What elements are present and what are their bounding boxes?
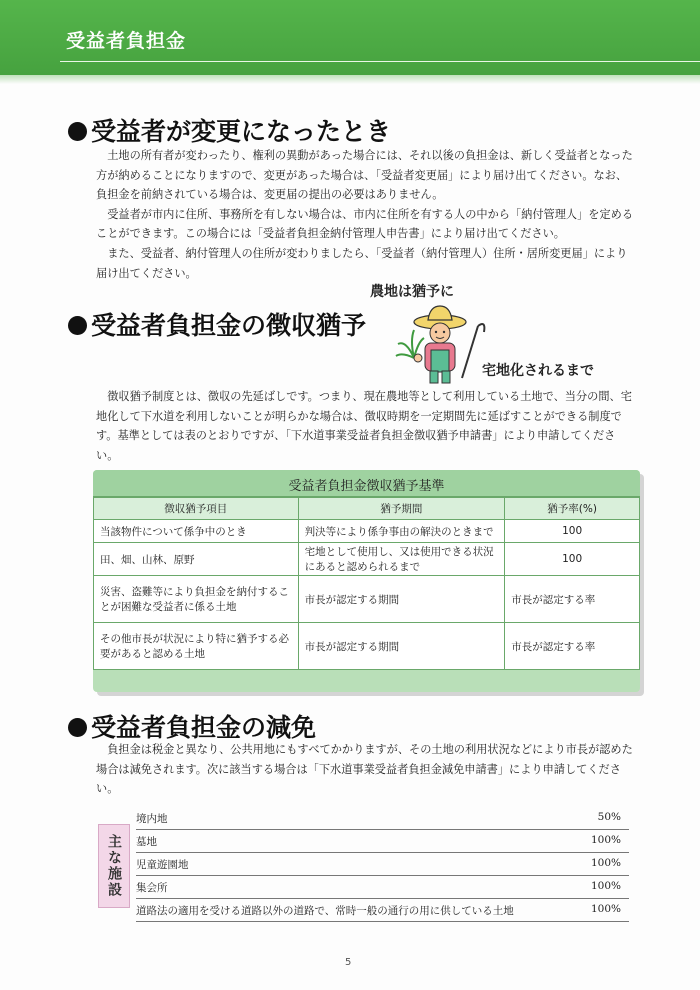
deferral-grid: [93, 497, 640, 670]
page-header: [0, 0, 700, 84]
column-header: 猶予率(%): [505, 498, 640, 520]
table-header-row: [94, 498, 640, 520]
list-item: [136, 875, 629, 899]
bullet-icon: [68, 718, 87, 737]
facility-rate: 100%: [590, 834, 621, 846]
paragraph: 受益者が市内に住所、事務所を有しない場合は、市内に住所を有する人の中から「納付管理人」を定めることができます。この場合には「受益者負担金納付管理人申告書」により届け出てください。: [96, 207, 634, 241]
facility-rate: 50%: [597, 811, 621, 823]
section-title-deferral: 受益者負担金の徴収猶予: [68, 306, 366, 342]
table-cell: 当該物件について係争中のとき: [94, 520, 299, 543]
page-number: 5: [345, 957, 352, 968]
deferral-table: [93, 470, 640, 692]
header-shadow: [0, 75, 700, 84]
paragraph: 負担金は税金と異なり、公共用地にもすべてかかりますが、その土地の利用状況などにより市長が認めた場合は減免されます。次に該当する場合は「下水道事業受益者負担金減免申請書」により申請してください。: [96, 743, 633, 796]
table-row: [94, 623, 640, 670]
list-item: [136, 806, 629, 830]
facility-name: 墓地: [136, 836, 157, 848]
table-row: [94, 543, 640, 576]
section-body-change: [96, 146, 634, 283]
section-body-reduction: [96, 740, 634, 799]
list-item: [136, 898, 629, 922]
section-title-reduction: 受益者負担金の減免: [68, 708, 316, 744]
table-row: [94, 576, 640, 623]
bullet-icon: [68, 316, 87, 335]
bullet-icon: [68, 122, 87, 141]
facility-name: 境内地: [136, 813, 168, 825]
table-cell: 判決等により係争事由の解決のときまで: [298, 520, 505, 543]
illustration-caption-bottom: 宅地化されるまで: [482, 363, 594, 379]
paragraph: 土地の所有者が変わったり、権利の異動があった場合には、それ以後の負担金は、新しく受益者となった方が納めることになりますので、変更があった場合は、「受益者変更届」により届け出てください。なお、負担金を前納されている場合は、変更届の提出の必要はありません。: [96, 149, 633, 202]
facility-rate: 100%: [590, 880, 621, 892]
table-cell: 市長が認定する期間: [298, 576, 505, 623]
list-item: [136, 829, 629, 853]
illustration-caption-top: 農地は猶予に: [370, 284, 454, 300]
column-header: 徴収猶予項目: [94, 498, 299, 520]
table-cell: その他市長が状況により特に猶予する必要があると認める土地: [94, 623, 299, 670]
list-item: [136, 852, 629, 876]
table-row: [94, 520, 640, 543]
facility-name: 道路法の適用を受ける道路以外の道路で、常時一般の通行の用に供している土地: [136, 905, 514, 917]
facility-rate: 100%: [590, 857, 621, 869]
facilities-label: 主な施設: [98, 824, 130, 908]
paragraph: 徴収猶予制度とは、徴収の先延ばしです。つまり、現在農地等として利用している土地で、当分の間、宅地化して下水道を利用しないことが明らかな場合は、徴収時期を一定期間先に延ばすことができる制度です。基準としては表のとおりですが、「下水道事業受益者負担金徴収猶予申請書」により申請してください。: [96, 390, 632, 462]
section-body-deferral: [96, 387, 634, 465]
table-cell: 市長が認定する率: [505, 576, 640, 623]
section-title-change: 受益者が変更になったとき: [68, 112, 391, 148]
column-header: 猶予期間: [298, 498, 505, 520]
table-cell: 市長が認定する率: [505, 623, 640, 670]
table-cell: 市長が認定する期間: [298, 623, 505, 670]
table-cell: 100: [505, 543, 640, 576]
table-cell: 宅地として使用し、又は使用できる状況にあると認められるまで: [298, 543, 505, 576]
facilities-list: [98, 806, 633, 924]
table-cell: 100: [505, 520, 640, 543]
facility-rate: 100%: [590, 903, 621, 915]
table-cell: 災害、盗難等により負担金を納付することが困難な受益者に係る土地: [94, 576, 299, 623]
facility-name: 集会所: [136, 882, 168, 894]
table-cell: 田、畑、山林、原野: [94, 543, 299, 576]
header-title: 受益者負担金: [66, 30, 187, 52]
header-rule: [60, 61, 700, 62]
paragraph: また、受益者、納付管理人の住所が変わりましたら、「受益者（納付管理人）住所・居所変更届」により届け出てください。: [96, 246, 628, 280]
facility-name: 児童遊園地: [136, 859, 189, 871]
table-title: 受益者負担金徴収猶予基準: [288, 479, 445, 494]
